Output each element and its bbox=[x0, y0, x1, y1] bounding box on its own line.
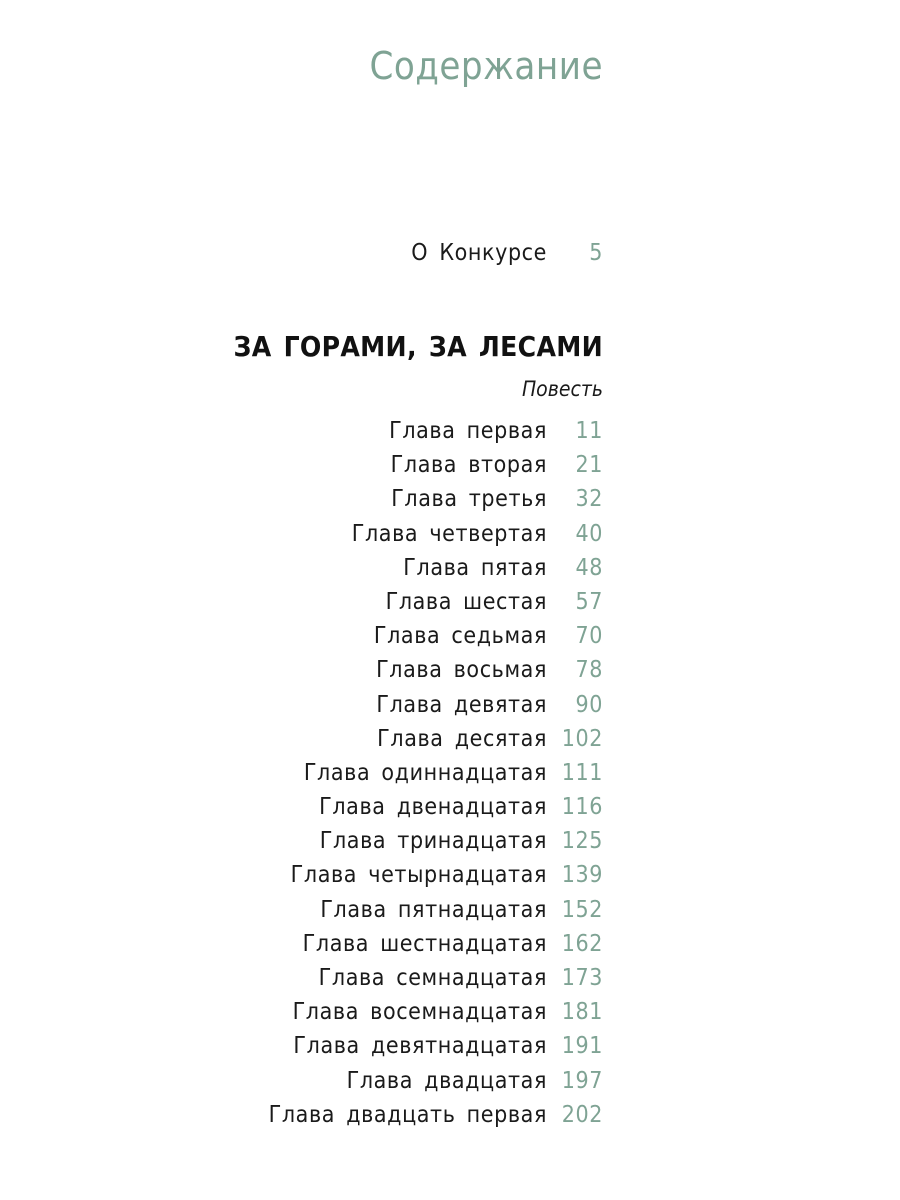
toc-entry-label: Глава семнадцатая bbox=[318, 965, 547, 991]
toc-entry-page: 70 bbox=[575, 623, 603, 650]
toc-entry-label: Глава пятая bbox=[403, 554, 547, 581]
toc-entry-label: Глава вторая bbox=[390, 452, 547, 479]
toc-entry-chapter[interactable] bbox=[269, 722, 603, 756]
toc-entry-page: 173 bbox=[561, 965, 603, 991]
toc-entry-chapter[interactable] bbox=[269, 482, 603, 516]
toc-entry-chapter[interactable] bbox=[269, 653, 603, 687]
toc-entry-label: Глава двадцать первая bbox=[268, 1101, 547, 1128]
toc-entry-page: 40 bbox=[575, 520, 603, 547]
toc-entry-chapter[interactable] bbox=[269, 824, 603, 858]
toc-entry-page: 11 bbox=[575, 418, 603, 444]
toc-entry-page: 57 bbox=[575, 588, 603, 615]
page-title: Содержание bbox=[369, 44, 603, 88]
toc-entry-label: Глава седьмая bbox=[373, 623, 547, 650]
toc-entry-page: 90 bbox=[575, 691, 603, 718]
toc-entry-label: Глава третья bbox=[391, 486, 547, 513]
toc-entry-label: Глава десятая bbox=[377, 725, 547, 752]
toc-entry-label: Глава тринадцатая bbox=[319, 828, 547, 855]
toc-entry-page: 116 bbox=[561, 794, 603, 821]
toc-entry-chapter[interactable] bbox=[269, 756, 603, 790]
toc-entry-page: 32 bbox=[575, 486, 603, 513]
toc-entry-page: 139 bbox=[561, 862, 603, 889]
toc-entry-chapter[interactable] bbox=[269, 893, 603, 927]
section-subtitle: Повесть bbox=[521, 377, 603, 401]
toc-entry-chapter[interactable] bbox=[269, 448, 603, 482]
toc-entry-label: Глава девятая bbox=[376, 691, 547, 718]
toc-entry-page: 181 bbox=[561, 999, 603, 1026]
toc-entry-chapter[interactable] bbox=[269, 1098, 603, 1132]
toc-entry-page: 48 bbox=[575, 554, 603, 581]
toc-entry-label: Глава одиннадцатая bbox=[303, 759, 547, 786]
toc-entry-chapter[interactable] bbox=[269, 927, 603, 961]
toc-entry-label: Глава четвертая bbox=[351, 520, 547, 547]
toc-entry-page: 21 bbox=[575, 452, 603, 479]
toc-entry-label: Глава восьмая bbox=[376, 657, 547, 684]
toc-entry-page: 5 bbox=[589, 240, 603, 266]
toc-entry-label: Глава девятнадцатая bbox=[293, 1033, 547, 1060]
toc-entry-page: 152 bbox=[561, 896, 603, 923]
toc-entry-label: Глава четырнадцатая bbox=[290, 862, 547, 889]
toc-entry-chapter[interactable] bbox=[269, 551, 603, 585]
toc-entry-chapter[interactable] bbox=[269, 790, 603, 824]
toc-entry-page: 102 bbox=[561, 725, 603, 752]
toc-entry-label: Глава шестая bbox=[385, 588, 547, 615]
toc-entry-page: 125 bbox=[561, 828, 603, 855]
toc-entry-chapter[interactable] bbox=[269, 414, 603, 448]
toc-entry-intro[interactable] bbox=[411, 240, 603, 266]
toc-entry-chapter[interactable] bbox=[269, 688, 603, 722]
toc-entry-chapter[interactable] bbox=[269, 517, 603, 551]
toc-entry-chapter[interactable] bbox=[269, 585, 603, 619]
toc-entry-label: Глава восемнадцатая bbox=[292, 999, 547, 1026]
toc-entry-page: 111 bbox=[561, 759, 603, 786]
toc-entry-page: 202 bbox=[561, 1101, 603, 1128]
chapter-list bbox=[269, 414, 603, 1132]
toc-entry-chapter[interactable] bbox=[269, 1029, 603, 1063]
toc-entry-label: Глава двадцатая bbox=[346, 1067, 547, 1094]
toc-entry-page: 78 bbox=[575, 657, 603, 684]
toc-entry-label: Глава шестнадцатая bbox=[302, 930, 547, 957]
toc-entry-chapter[interactable] bbox=[269, 995, 603, 1029]
toc-entry-label: Глава пятнадцатая bbox=[320, 896, 547, 923]
section-title: ЗА ГОРАМИ, ЗА ЛЕСАМИ bbox=[233, 330, 603, 363]
toc-entry-page: 162 bbox=[561, 930, 603, 957]
toc-entry-page: 197 bbox=[561, 1067, 603, 1094]
toc-entry-page: 191 bbox=[561, 1033, 603, 1060]
toc-entry-chapter[interactable] bbox=[269, 961, 603, 995]
toc-entry-label: Глава двенадцатая bbox=[319, 794, 547, 821]
toc-entry-chapter[interactable] bbox=[269, 858, 603, 892]
toc-entry-chapter[interactable] bbox=[269, 619, 603, 653]
toc-entry-label: Глава первая bbox=[389, 418, 547, 444]
toc-entry-label: О Конкурсе bbox=[411, 240, 547, 266]
toc-entry-chapter[interactable] bbox=[269, 1064, 603, 1098]
